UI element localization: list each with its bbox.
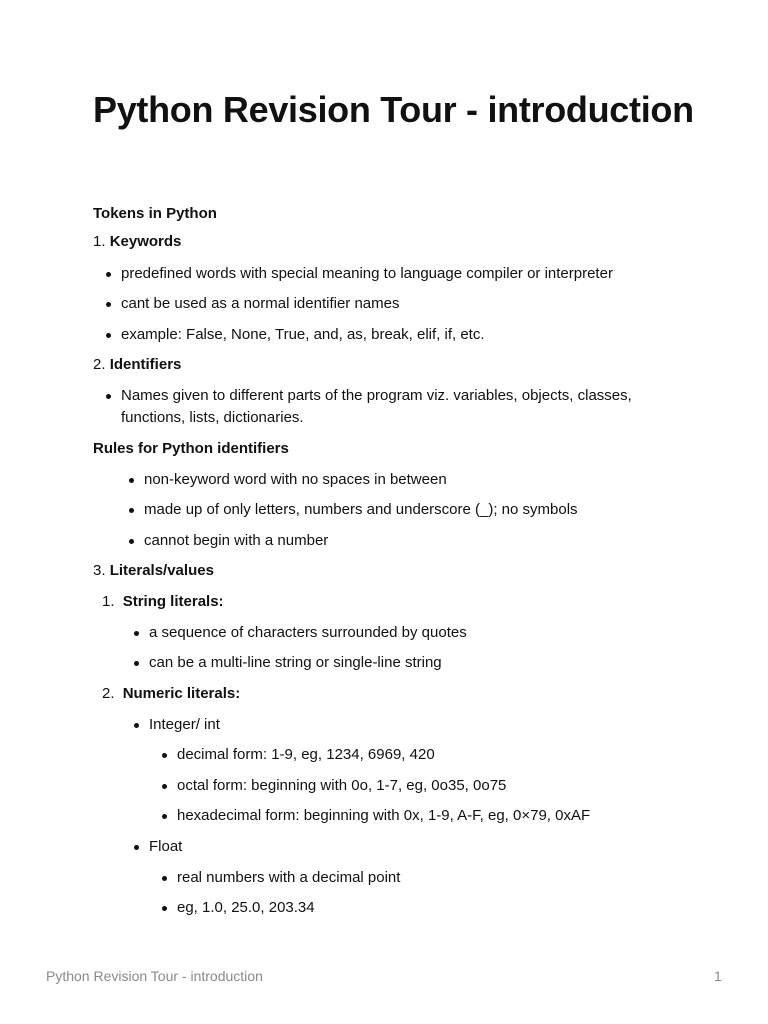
list-item: cannot begin with a number — [144, 530, 328, 552]
list-item: made up of only letters, numbers and underscore (_); no symbols — [144, 499, 578, 521]
list-item: a sequence of characters surrounded by quotes — [149, 622, 467, 644]
list-item: eg, 1.0, 25.0, 203.34 — [177, 897, 315, 919]
list-item: non-keyword word with no spaces in between — [144, 469, 447, 491]
numeric-literals-number: 2. — [102, 685, 115, 702]
rules-heading: Rules for Python identifiers — [93, 440, 289, 457]
literals-heading — [93, 560, 214, 582]
list-item: example: False, None, True, and, as, break, elif, if, etc. — [121, 324, 485, 346]
list-item: can be a multi-line string or single-line string — [149, 652, 442, 674]
footer-title: Python Revision Tour - introduction — [46, 968, 263, 984]
string-literals-label: String literals: — [122, 593, 224, 610]
section-heading: Tokens in Python — [93, 205, 217, 222]
keywords-number: 1. — [93, 233, 106, 250]
identifiers-label: Identifiers — [109, 356, 182, 373]
string-literals-number: 1. — [102, 593, 115, 610]
page-number: 1 — [714, 968, 722, 984]
literals-label: Literals/values — [109, 562, 214, 579]
keywords-heading — [93, 231, 181, 253]
list-item: octal form: beginning with 0o, 1-7, eg, 0o35, 0o75 — [177, 775, 506, 797]
literals-number: 3. — [93, 562, 106, 579]
list-item: decimal form: 1-9, eg, 1234, 6969, 420 — [177, 744, 435, 766]
list-item: predefined words with special meaning to language compiler or interpreter — [121, 263, 613, 285]
string-literals-heading — [102, 591, 224, 613]
list-item-float: Float — [149, 836, 182, 858]
list-item: cant be used as a normal identifier names — [121, 293, 400, 315]
list-item: real numbers with a decimal point — [177, 867, 400, 889]
list-item: Names given to different parts of the program viz. variables, objects, classes, functions, lists, dictionaries. — [121, 385, 661, 429]
list-item: hexadecimal form: beginning with 0x, 1-9, A-F, eg, 0×79, 0xAF — [177, 805, 590, 827]
numeric-literals-heading — [102, 683, 240, 705]
page-title: Python Revision Tour - introduction — [93, 89, 694, 130]
identifiers-heading — [93, 354, 181, 376]
list-item-integer: Integer/ int — [149, 714, 220, 736]
identifiers-number: 2. — [93, 356, 106, 373]
keywords-label: Keywords — [109, 233, 182, 250]
numeric-literals-label: Numeric literals: — [122, 685, 241, 702]
